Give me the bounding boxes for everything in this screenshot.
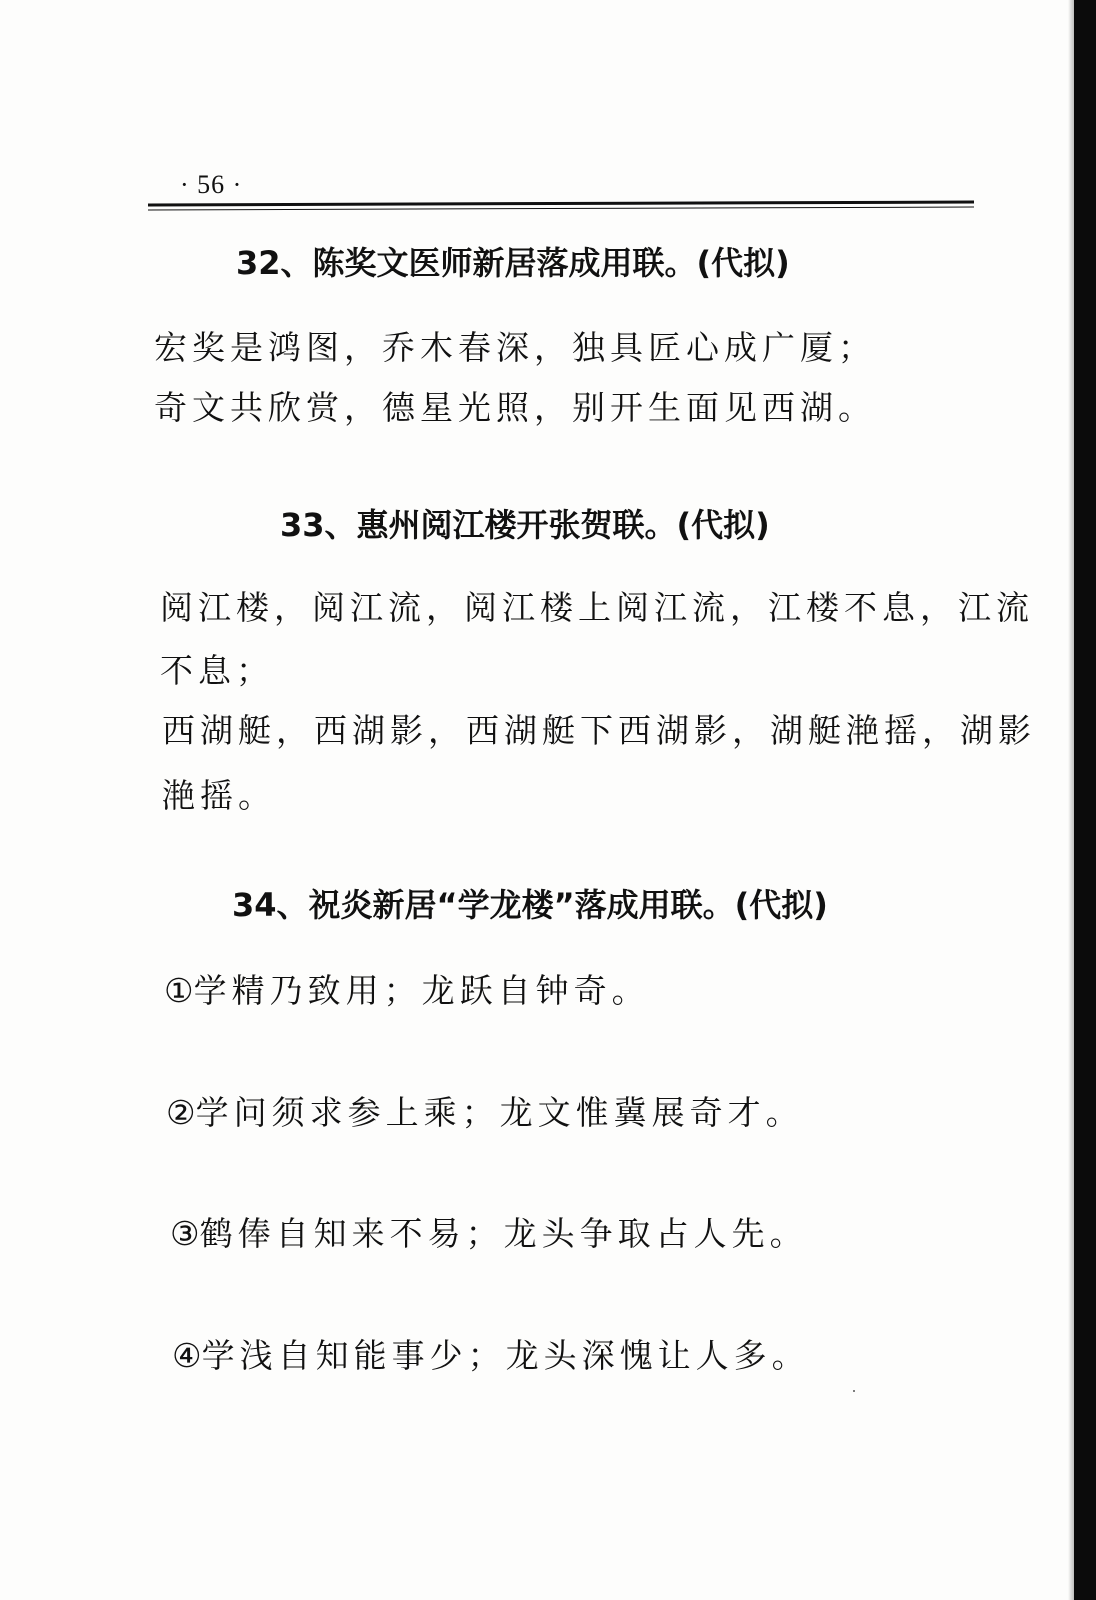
section-33-heading: 33、惠州阅江楼开张贺联。(代拟) [280,506,770,544]
section-34-item-1 [164,965,650,1012]
section-32-line-2: 奇文共欣赏，德星光照，别开生面见西湖。 [154,388,876,427]
item-number: ① [164,971,194,1010]
item-text: 学精乃致用；龙跃自钟奇。 [193,971,650,1010]
section-33-line-4: 滟摇。 [162,776,276,815]
section-33-line-3: 西湖艇，西湖影，西湖艇下西湖影，湖艇滟摇，湖影 [162,711,1036,750]
item-text: 鹤俸自知来不易；龙头争取占人先。 [199,1214,808,1253]
scan-speck [853,1390,855,1392]
section-33-line-2: 不息； [160,651,274,690]
header-rule-thin [148,207,974,211]
item-number: ④ [172,1336,202,1375]
section-33-line-1: 阅江楼，阅江流，阅江楼上阅江流，江楼不息，江流 [160,588,1034,627]
header-rule-thick [148,201,974,207]
item-text: 学问须求参上乘；龙文惟冀展奇才。 [195,1093,804,1132]
item-number: ③ [170,1214,200,1253]
section-34-item-4 [172,1330,810,1377]
section-34-item-2 [166,1087,804,1134]
item-text: 学浅自知能事少；龙头深愧让人多。 [201,1336,810,1375]
section-32-heading: 32、陈奖文医师新居落成用联。(代拟) [236,244,790,282]
section-34-item-3 [170,1208,808,1255]
section-34-heading: 34、祝炎新居“学龙楼”落成用联。(代拟) [232,886,828,924]
scan-edge [1074,0,1096,1600]
section-32-line-1: 宏奖是鸿图，乔木春深，独具匠心成广厦； [154,328,876,367]
item-number: ② [166,1093,196,1132]
page-number: · 56 · [180,170,243,199]
